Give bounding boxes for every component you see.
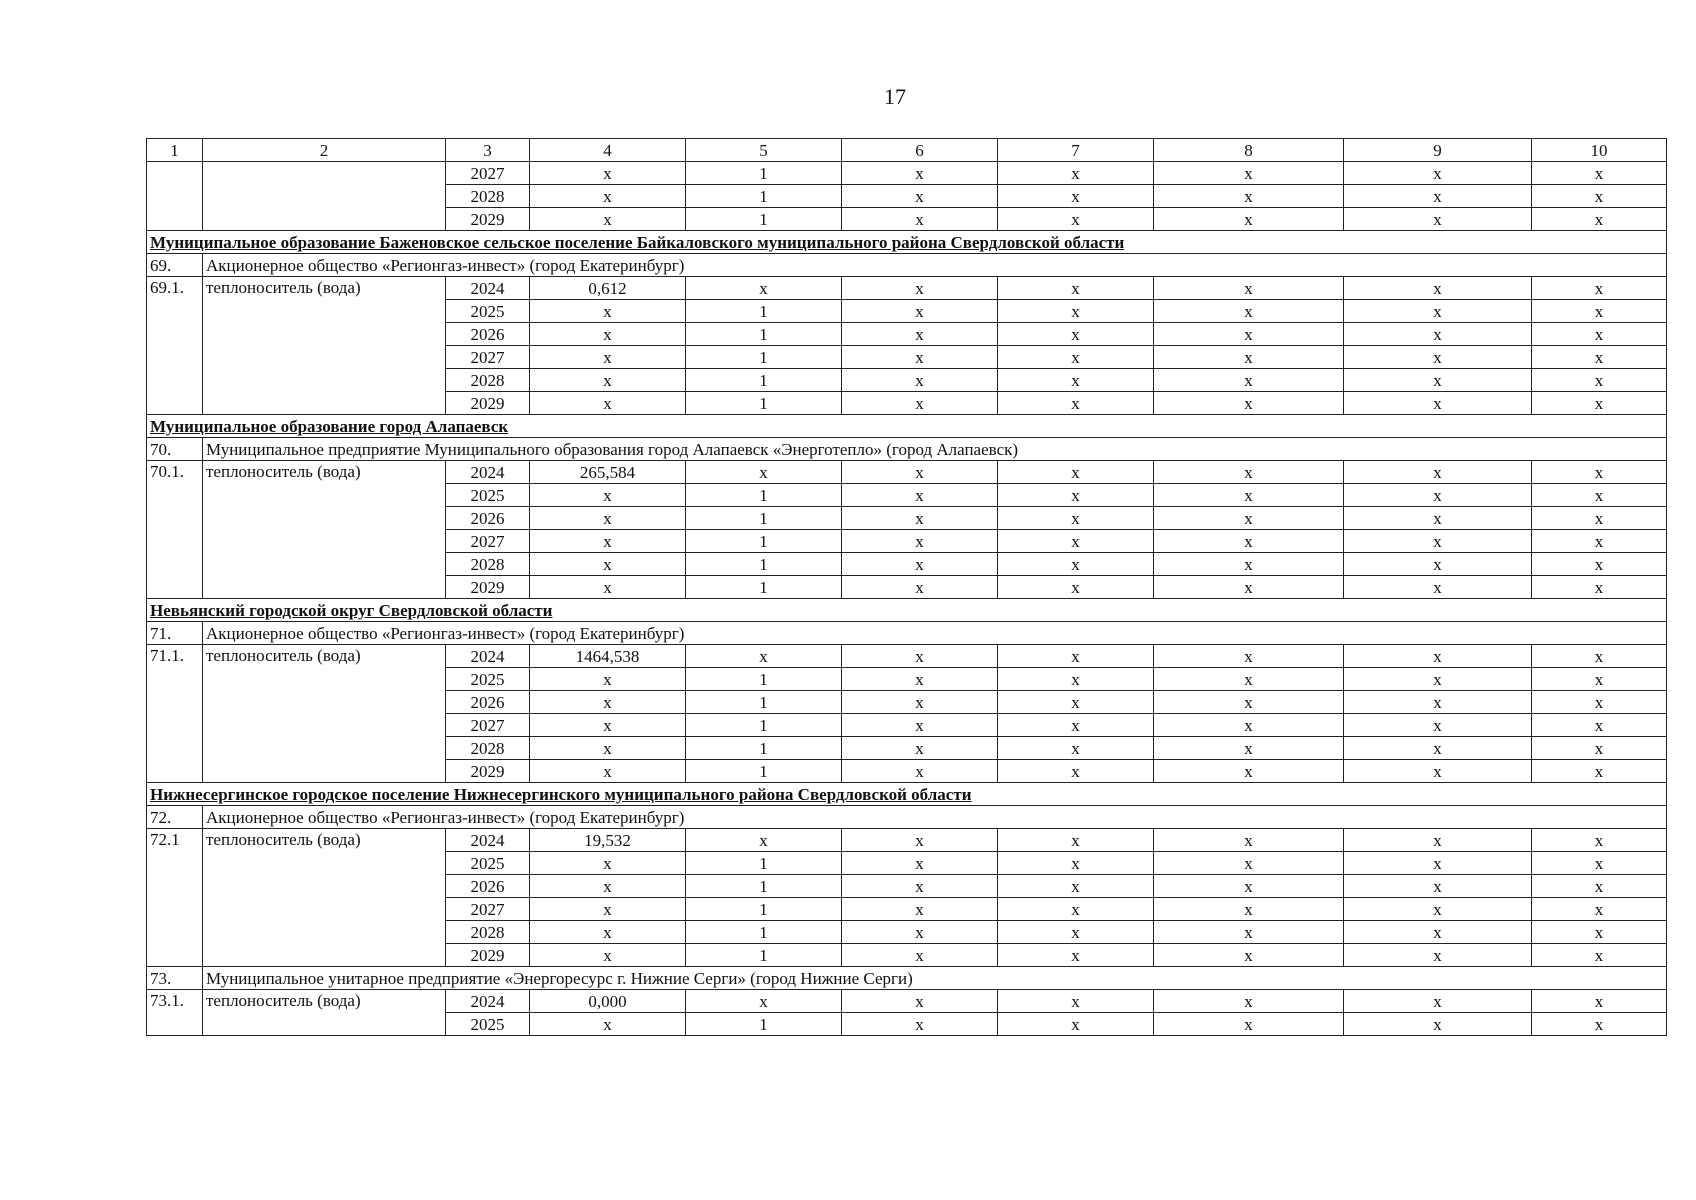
year-cell: 2025	[446, 484, 530, 507]
continued-cell	[147, 162, 203, 231]
item-name: теплоноситель (вода)	[203, 990, 446, 1036]
value-cell: x	[1532, 990, 1667, 1013]
value-cell: x	[998, 898, 1154, 921]
value-cell: x	[842, 668, 998, 691]
value-cell: x	[842, 737, 998, 760]
value-cell: x	[1154, 576, 1344, 599]
value-cell: x	[1154, 484, 1344, 507]
value-cell: x	[1532, 369, 1667, 392]
value-cell: x	[686, 277, 842, 300]
year-cell: 2025	[446, 300, 530, 323]
value-cell: x	[842, 1013, 998, 1036]
value-cell: 1	[686, 208, 842, 231]
value-cell: x	[1344, 760, 1532, 783]
value-cell: x	[1532, 461, 1667, 484]
value-cell: x	[686, 645, 842, 668]
value-cell: x	[842, 760, 998, 783]
value-cell: x	[1154, 990, 1344, 1013]
value-cell: x	[1344, 369, 1532, 392]
value-cell: x	[842, 990, 998, 1013]
year-cell: 2028	[446, 737, 530, 760]
value-cell: x	[998, 185, 1154, 208]
column-number: 7	[998, 139, 1154, 162]
value-cell: 1	[686, 392, 842, 415]
value-cell: x	[1532, 484, 1667, 507]
value-cell: 1	[686, 944, 842, 967]
item-number: 72.1	[147, 829, 203, 967]
value-cell: x	[1154, 737, 1344, 760]
value-cell: x	[998, 714, 1154, 737]
organization-number: 72.	[147, 806, 203, 829]
year-cell: 2026	[446, 691, 530, 714]
value-cell: x	[1532, 346, 1667, 369]
item-number: 70.1.	[147, 461, 203, 599]
value-cell: x	[1344, 553, 1532, 576]
value-cell: x	[1344, 1013, 1532, 1036]
item-number: 73.1.	[147, 990, 203, 1036]
value-cell: x	[1532, 760, 1667, 783]
value-cell: x	[1344, 645, 1532, 668]
value-cell: x	[998, 346, 1154, 369]
year-cell: 2027	[446, 898, 530, 921]
value-cell: x	[1154, 346, 1344, 369]
value-cell: x	[1532, 162, 1667, 185]
value-cell: x	[998, 461, 1154, 484]
value-cell: 1	[686, 898, 842, 921]
value-cell: x	[1154, 668, 1344, 691]
value-cell: x	[1344, 852, 1532, 875]
value-cell: x	[1532, 1013, 1667, 1036]
value-cell: x	[998, 484, 1154, 507]
year-cell: 2027	[446, 346, 530, 369]
column-number: 5	[686, 139, 842, 162]
value-cell: 265,584	[530, 461, 686, 484]
value-cell: x	[1532, 691, 1667, 714]
value-cell: x	[842, 323, 998, 346]
value-cell: x	[1154, 369, 1344, 392]
continued-cell	[203, 162, 446, 231]
value-cell: x	[1532, 668, 1667, 691]
value-cell: x	[530, 369, 686, 392]
value-cell: x	[530, 852, 686, 875]
value-cell: x	[1344, 921, 1532, 944]
organization-name: Акционерное общество «Регионгаз-инвест» (город Екатеринбург)	[203, 806, 1667, 829]
value-cell: x	[530, 208, 686, 231]
value-cell: x	[530, 323, 686, 346]
value-cell: x	[998, 369, 1154, 392]
value-cell: x	[530, 346, 686, 369]
value-cell: 1	[686, 369, 842, 392]
value-cell: x	[998, 1013, 1154, 1036]
value-cell: x	[530, 392, 686, 415]
page-number: 17	[884, 84, 906, 109]
item-name: теплоноситель (вода)	[203, 277, 446, 415]
value-cell: x	[998, 829, 1154, 852]
year-cell: 2024	[446, 990, 530, 1013]
value-cell: x	[1532, 714, 1667, 737]
value-cell: x	[842, 530, 998, 553]
value-cell: x	[530, 576, 686, 599]
value-cell: x	[1344, 530, 1532, 553]
value-cell: x	[1532, 323, 1667, 346]
value-cell: x	[998, 990, 1154, 1013]
value-cell: x	[998, 921, 1154, 944]
section-title-row	[147, 599, 1667, 622]
year-cell: 2027	[446, 714, 530, 737]
value-cell: x	[842, 576, 998, 599]
value-cell: x	[998, 576, 1154, 599]
value-cell: 1	[686, 530, 842, 553]
value-cell: x	[1154, 277, 1344, 300]
value-cell: x	[998, 277, 1154, 300]
value-cell: x	[686, 990, 842, 1013]
value-cell: 0,612	[530, 277, 686, 300]
value-cell: x	[842, 300, 998, 323]
value-cell: x	[530, 898, 686, 921]
organization-row	[147, 967, 1667, 990]
value-cell: x	[1532, 392, 1667, 415]
table-row	[147, 990, 1667, 1013]
value-cell: x	[1344, 668, 1532, 691]
value-cell: x	[530, 484, 686, 507]
value-cell: x	[842, 507, 998, 530]
year-cell: 2025	[446, 852, 530, 875]
organization-name: Муниципальное предприятие Муниципального образования город Алапаевск «Энерготепло» (город Алапаевск)	[203, 438, 1667, 461]
value-cell: x	[1344, 300, 1532, 323]
value-cell: x	[530, 162, 686, 185]
value-cell: x	[1344, 944, 1532, 967]
column-number: 4	[530, 139, 686, 162]
value-cell: x	[1154, 645, 1344, 668]
value-cell: x	[686, 829, 842, 852]
year-cell: 2024	[446, 829, 530, 852]
value-cell: x	[998, 944, 1154, 967]
value-cell: x	[1154, 714, 1344, 737]
section-title: Муниципальное образование Баженовское сельское поселение Байкаловского муниципального района Свердловской области	[147, 231, 1667, 254]
value-cell: 1	[686, 691, 842, 714]
value-cell: 0,000	[530, 990, 686, 1013]
value-cell: x	[998, 300, 1154, 323]
value-cell: x	[1344, 461, 1532, 484]
value-cell: x	[1532, 553, 1667, 576]
year-cell: 2028	[446, 921, 530, 944]
value-cell: x	[530, 553, 686, 576]
organization-number: 73.	[147, 967, 203, 990]
value-cell: x	[1344, 185, 1532, 208]
value-cell: 1	[686, 760, 842, 783]
item-name: теплоноситель (вода)	[203, 829, 446, 967]
table-row	[147, 277, 1667, 300]
value-cell: x	[1532, 185, 1667, 208]
value-cell: x	[1532, 944, 1667, 967]
value-cell: x	[842, 484, 998, 507]
value-cell: x	[1154, 875, 1344, 898]
value-cell: x	[1344, 714, 1532, 737]
year-cell: 2027	[446, 162, 530, 185]
value-cell: x	[842, 346, 998, 369]
value-cell: x	[842, 714, 998, 737]
organization-name: Муниципальное унитарное предприятие «Энергоресурс г. Нижние Серги» (город Нижние Серги)	[203, 967, 1667, 990]
value-cell: x	[530, 737, 686, 760]
section-title: Нижнесергинское городское поселение Нижнесергинского муниципального района Свердловской области	[147, 783, 1667, 806]
section-title-row	[147, 231, 1667, 254]
value-cell: x	[1532, 576, 1667, 599]
value-cell: x	[842, 645, 998, 668]
value-cell: x	[842, 875, 998, 898]
year-cell: 2029	[446, 392, 530, 415]
value-cell: 1	[686, 852, 842, 875]
value-cell: x	[1154, 921, 1344, 944]
year-cell: 2026	[446, 507, 530, 530]
value-cell: 19,532	[530, 829, 686, 852]
item-number: 71.1.	[147, 645, 203, 783]
column-number: 8	[1154, 139, 1344, 162]
table-row	[147, 829, 1667, 852]
value-cell: 1464,538	[530, 645, 686, 668]
tariff-table	[146, 138, 1667, 1036]
value-cell: x	[842, 461, 998, 484]
value-cell: x	[998, 530, 1154, 553]
value-cell: x	[842, 162, 998, 185]
value-cell: x	[998, 737, 1154, 760]
item-name: теплоноситель (вода)	[203, 461, 446, 599]
organization-number: 71.	[147, 622, 203, 645]
value-cell: x	[530, 507, 686, 530]
value-cell: x	[1154, 392, 1344, 415]
value-cell: x	[1532, 921, 1667, 944]
value-cell: x	[1154, 323, 1344, 346]
value-cell: 1	[686, 737, 842, 760]
year-cell: 2029	[446, 944, 530, 967]
value-cell: x	[1154, 208, 1344, 231]
value-cell: 1	[686, 714, 842, 737]
value-cell: x	[530, 300, 686, 323]
organization-name: Акционерное общество «Регионгаз-инвест» (город Екатеринбург)	[203, 254, 1667, 277]
value-cell: x	[1154, 691, 1344, 714]
value-cell: x	[1532, 530, 1667, 553]
value-cell: x	[998, 553, 1154, 576]
value-cell: x	[1344, 990, 1532, 1013]
value-cell: x	[842, 852, 998, 875]
value-cell: x	[842, 898, 998, 921]
value-cell: 1	[686, 300, 842, 323]
value-cell: x	[998, 852, 1154, 875]
value-cell: x	[998, 162, 1154, 185]
value-cell: x	[530, 185, 686, 208]
year-cell: 2028	[446, 369, 530, 392]
organization-number: 70.	[147, 438, 203, 461]
value-cell: x	[1532, 898, 1667, 921]
value-cell: x	[998, 645, 1154, 668]
value-cell: x	[1154, 162, 1344, 185]
column-number: 10	[1532, 139, 1667, 162]
value-cell: x	[1344, 898, 1532, 921]
value-cell: x	[842, 921, 998, 944]
value-cell: x	[1532, 300, 1667, 323]
value-cell: x	[998, 875, 1154, 898]
value-cell: x	[1344, 507, 1532, 530]
table-row	[147, 461, 1667, 484]
value-cell: x	[1154, 760, 1344, 783]
value-cell: x	[1344, 346, 1532, 369]
value-cell: x	[842, 185, 998, 208]
value-cell: x	[842, 369, 998, 392]
value-cell: 1	[686, 162, 842, 185]
value-cell: x	[1344, 576, 1532, 599]
organization-row	[147, 438, 1667, 461]
value-cell: 1	[686, 921, 842, 944]
year-cell: 2024	[446, 461, 530, 484]
value-cell: x	[1344, 208, 1532, 231]
value-cell: x	[1344, 484, 1532, 507]
year-cell: 2028	[446, 185, 530, 208]
column-number: 9	[1344, 139, 1532, 162]
value-cell: x	[1154, 1013, 1344, 1036]
year-cell: 2025	[446, 1013, 530, 1036]
value-cell: x	[530, 714, 686, 737]
value-cell: x	[1532, 645, 1667, 668]
value-cell: x	[1344, 323, 1532, 346]
value-cell: x	[842, 829, 998, 852]
column-number: 3	[446, 139, 530, 162]
section-title: Невьянский городской округ Свердловской области	[147, 599, 1667, 622]
value-cell: x	[998, 760, 1154, 783]
value-cell: x	[842, 208, 998, 231]
value-cell: x	[530, 875, 686, 898]
value-cell: x	[998, 392, 1154, 415]
column-number: 1	[147, 139, 203, 162]
table-body	[147, 139, 1667, 1036]
table-row	[147, 645, 1667, 668]
value-cell: x	[998, 323, 1154, 346]
value-cell: x	[1154, 944, 1344, 967]
value-cell: 1	[686, 875, 842, 898]
organization-row	[147, 254, 1667, 277]
value-cell: x	[1532, 829, 1667, 852]
value-cell: x	[530, 668, 686, 691]
value-cell: x	[530, 760, 686, 783]
year-cell: 2027	[446, 530, 530, 553]
value-cell: x	[1344, 829, 1532, 852]
value-cell: x	[998, 668, 1154, 691]
value-cell: 1	[686, 323, 842, 346]
value-cell: x	[1154, 553, 1344, 576]
item-name: теплоноситель (вода)	[203, 645, 446, 783]
year-cell: 2026	[446, 323, 530, 346]
column-number: 6	[842, 139, 998, 162]
value-cell: x	[530, 921, 686, 944]
value-cell: x	[1154, 461, 1344, 484]
value-cell: x	[1344, 737, 1532, 760]
value-cell: 1	[686, 576, 842, 599]
year-cell: 2028	[446, 553, 530, 576]
table-row	[147, 162, 1667, 185]
value-cell: x	[998, 507, 1154, 530]
value-cell: x	[1154, 829, 1344, 852]
organization-row	[147, 622, 1667, 645]
value-cell: 1	[686, 1013, 842, 1036]
column-number-row	[147, 139, 1667, 162]
value-cell: x	[530, 530, 686, 553]
value-cell: 1	[686, 185, 842, 208]
year-cell: 2025	[446, 668, 530, 691]
value-cell: x	[1344, 392, 1532, 415]
value-cell: x	[1154, 852, 1344, 875]
value-cell: 1	[686, 346, 842, 369]
value-cell: x	[1344, 162, 1532, 185]
value-cell: x	[1344, 277, 1532, 300]
column-number: 2	[203, 139, 446, 162]
value-cell: 1	[686, 484, 842, 507]
year-cell: 2029	[446, 576, 530, 599]
value-cell: x	[1532, 875, 1667, 898]
value-cell: x	[842, 392, 998, 415]
value-cell: x	[1154, 300, 1344, 323]
value-cell: x	[1344, 875, 1532, 898]
organization-number: 69.	[147, 254, 203, 277]
value-cell: x	[1532, 208, 1667, 231]
value-cell: 1	[686, 553, 842, 576]
year-cell: 2026	[446, 875, 530, 898]
value-cell: x	[1532, 507, 1667, 530]
value-cell: x	[842, 553, 998, 576]
value-cell: x	[842, 277, 998, 300]
value-cell: x	[530, 691, 686, 714]
value-cell: x	[1344, 691, 1532, 714]
section-title: Муниципальное образование город Алапаевск	[147, 415, 1667, 438]
value-cell: x	[1532, 277, 1667, 300]
value-cell: x	[686, 461, 842, 484]
year-cell: 2029	[446, 208, 530, 231]
value-cell: x	[1532, 737, 1667, 760]
value-cell: x	[998, 208, 1154, 231]
value-cell: x	[842, 691, 998, 714]
value-cell: x	[530, 944, 686, 967]
value-cell: 1	[686, 668, 842, 691]
section-title-row	[147, 783, 1667, 806]
value-cell: 1	[686, 507, 842, 530]
value-cell: x	[842, 944, 998, 967]
value-cell: x	[1154, 185, 1344, 208]
organization-row	[147, 806, 1667, 829]
year-cell: 2024	[446, 277, 530, 300]
value-cell: x	[1532, 852, 1667, 875]
year-cell: 2024	[446, 645, 530, 668]
section-title-row	[147, 415, 1667, 438]
organization-name: Акционерное общество «Регионгаз-инвест» (город Екатеринбург)	[203, 622, 1667, 645]
value-cell: x	[1154, 507, 1344, 530]
year-cell: 2029	[446, 760, 530, 783]
value-cell: x	[530, 1013, 686, 1036]
value-cell: x	[1154, 530, 1344, 553]
item-number: 69.1.	[147, 277, 203, 415]
value-cell: x	[998, 691, 1154, 714]
value-cell: x	[1154, 898, 1344, 921]
